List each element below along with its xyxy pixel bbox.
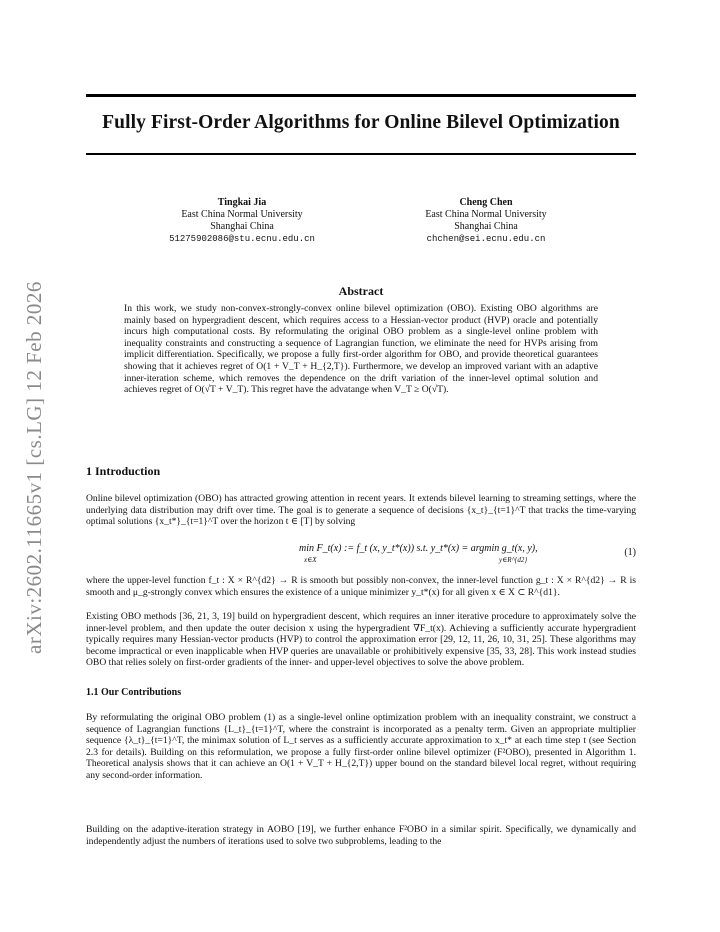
title-bottom-rule [86,153,636,155]
author-name: Cheng Chen [459,197,513,208]
abstract-heading: Abstract [338,284,384,298]
author-block-1 [122,197,362,245]
top-rule [86,94,636,97]
paper-title: Fully First-Order Algorithms for Online Bilevel Optimization [102,112,620,133]
arxiv-identifier-stamp: arXiv:2602.11665v1 [cs.LG] 12 Feb 2026 [22,281,46,654]
contributions-paragraph-2: Building on the adaptive-iteration strategy in AOBO [19], we further enhance F²OBO in a similar spirit. Specifically, we dynamically and independently adjust the numbers of iterations used to solve two subproblems, leading to the [86,824,636,847]
equation-subscript-y: y∈R^{d2} [499,556,528,564]
intro-paragraph-2: where the upper-level function f_t : X × R^{d2} → R is smooth but possibly non-convex, the inner-level function g_t : X × R^{d2} → R is smooth and μ_g-strongly convex which ensures the existence of a unique minimizer y_t*(x) for all given x ∈ X ⊂ R^{d1}. [86,575,636,598]
author-affiliation: East China Normal University [425,209,547,220]
equation-subscript-x: x∈X [304,556,317,564]
intro-paragraph-3: Existing OBO methods [36, 21, 3, 19] build on hypergradient descent, which requires an inner iterative procedure to approximately solve the inner-level problem, and then update the outer decision x using the hypergradient ∇F_t(x). Achieving a sufficiently accurate hypergradient typically requires many Hessian-vector products (HVP) to control the approximation error [29, 12, 11, 26, 10, 31, 25]. These algorithms may become impractical or even inapplicable when HVP queries are unavailable or prohibitively expensive [35, 33, 28]. This work instead studies OBO that relies solely on first-order gradients of the inner- and upper-level objectives to solve the above problem. [86,611,636,669]
contributions-paragraph-1: By reformulating the original OBO problem (1) as a single-level online optimization problem with an inequality constraint, we construct a sequence of Lagrangian functions {L_t}_{t=1}^T, where the constraint is incorporated as a penalty term. Given an appropriate multiplier sequence {λ_t}_{t=1}^T, the minimax solution of L_t serves as a sufficiently accurate approximation to x_t* at each time step t (see Section 2.3 for details). Building on this reformulation, we propose a fully first-order online bilevel optimizer (F²OBO), presented in Algorithm 1. Theoretical analysis shows that it can achieve an O(1 + V_T + H_{2,T}) upper bound on the standard bilevel local regret, without requiring any second-order information. [86,712,636,781]
author-email[interactable]: 51275902086@stu.ecnu.edu.cn [169,234,315,244]
author-name: Tingkai Jia [217,197,267,208]
abstract-text: In this work, we study non-convex-strongly-convex online bilevel optimization (OBO). Existing OBO algorithms are mainly based on hypergradient descent, which requires access to a Hessian-vector product (HVP) oracle and potentially incurs high computational costs. By reformulating the original OBO problem as a single-level online problem with inequality constraints and constructing a sequence of Lagrangian function, we eliminate the need for HVPs arising from implicit differentiation. Specifically, we propose a fully first-order algorithm for OBO, and provide theoretical guarantees showing that it achieves regret of O(1 + V_T + H_{2,T}). Furthermore, we develop an improved variant with an adaptive inner-iteration scheme, which removes the dependence on the drift variation of the inner-level optimal solution and achieves regret of O(√T + V_T). This regret have the advatange when V_T ≥ O(√T). [124,303,598,396]
equation-body: min F_t(x) := f_t (x, y_t*(x)) s.t. y_t*(x) = argmin g_t(x, y), [299,543,538,554]
equation-number: (1) [624,547,636,558]
subsection-heading-contributions: 1.1 Our Contributions [86,687,182,698]
author-affiliation: East China Normal University [181,209,303,220]
section-heading-introduction: 1 Introduction [86,464,161,478]
author-email[interactable]: chchen@sei.ecnu.edu.cn [426,234,546,244]
author-location: Shanghai China [454,221,518,232]
equation-1 [86,541,636,571]
intro-paragraph-1: Online bilevel optimization (OBO) has attracted growing attention in recent years. It extends bilevel learning to streaming settings, where the underlying data distribution may drift over time. The goal is to generate a sequence of decisions {x_t}_{t=1}^T that tracks the time-varying optimal solutions {x_t*}_{t=1}^T over the horizon t ∈ [T] by solving [86,493,636,528]
author-block-2 [366,197,606,245]
author-location: Shanghai China [210,221,274,232]
